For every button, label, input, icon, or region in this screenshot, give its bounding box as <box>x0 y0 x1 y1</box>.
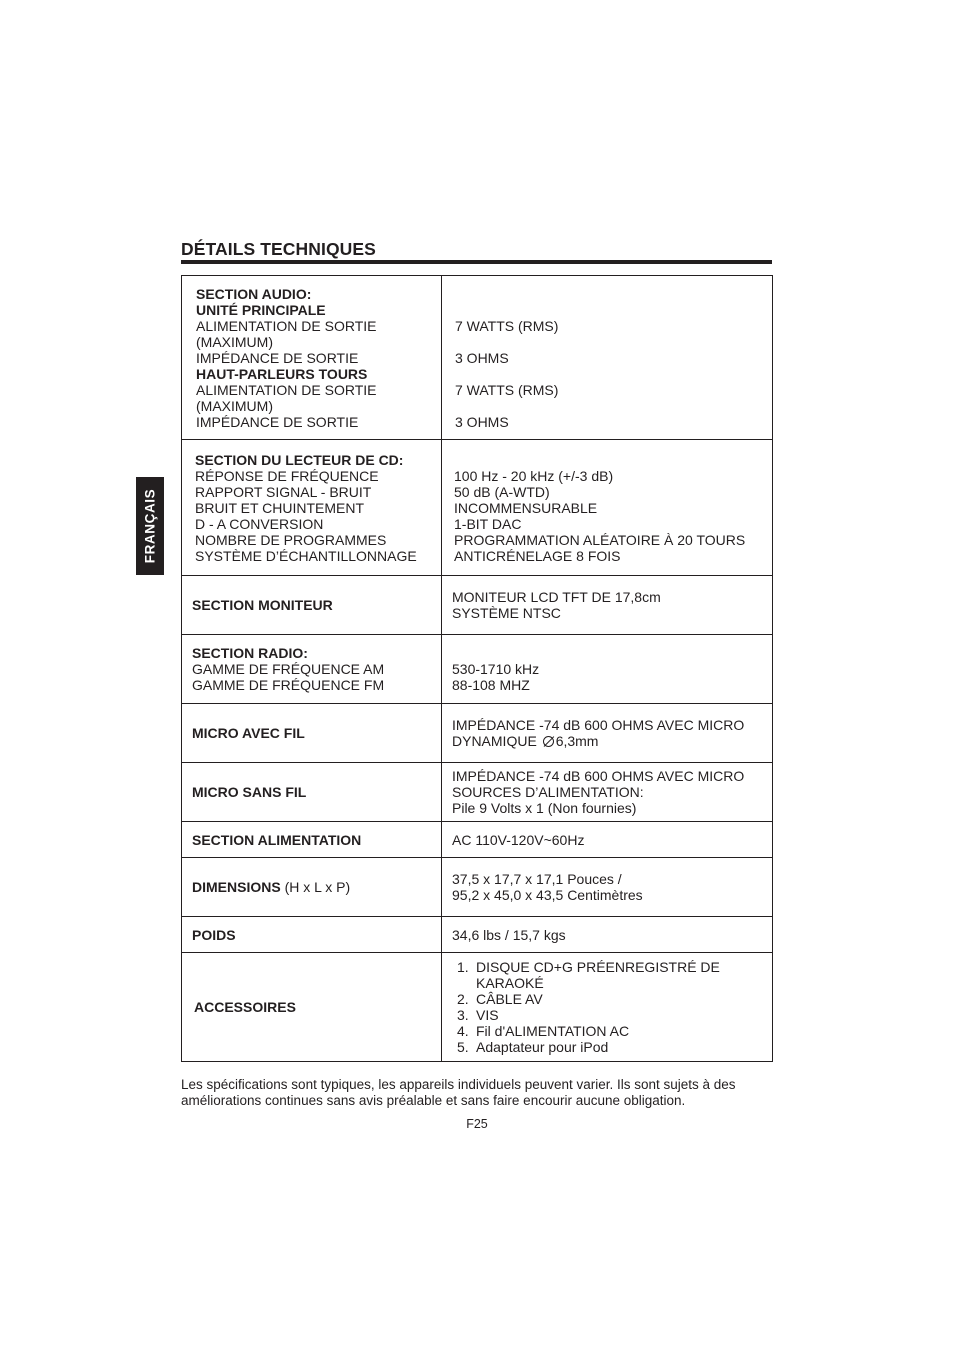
accessories-heading: ACCESSOIRES <box>182 953 442 1062</box>
audio-label: IMPÉDANCE DE SORTIE <box>196 413 359 430</box>
cd-label: NOMBRE DE PROGRAMMES <box>195 531 387 548</box>
wired-mic-diameter: 6,3mm <box>555 733 599 749</box>
dimensions-heading: DIMENSIONS <box>192 879 281 895</box>
audio-label: (MAXIMUM) <box>196 333 273 350</box>
weight-heading: POIDS <box>182 917 442 953</box>
audio-label: (MAXIMUM) <box>196 397 273 414</box>
row-dimensions <box>182 858 773 917</box>
wired-mic-heading: MICRO AVEC FIL <box>182 704 442 763</box>
list-item: 5. Adaptateur pour iPod <box>457 1039 609 1055</box>
audio-label: ALIMENTATION DE SORTIE <box>196 381 377 398</box>
wireless-mic-heading: MICRO SANS FIL <box>182 763 442 822</box>
audio-main-unit: UNITÉ PRINCIPALE <box>196 301 326 318</box>
accessories-list <box>455 959 772 1055</box>
audio-label: ALIMENTATION DE SORTIE <box>196 317 377 334</box>
wireless-mic-value: IMPÉDANCE -74 dB 600 OHMS AVEC MICRO <box>452 768 745 784</box>
dimensions-value: 37,5 x 17,7 x 17,1 Pouces / <box>452 871 622 887</box>
audio-tower-speakers: HAUT-PARLEURS TOURS <box>196 365 368 382</box>
page-title: DÉTAILS TECHNIQUES <box>181 239 376 259</box>
cd-label: RÉPONSE DE FRÉQUENCE <box>195 467 379 484</box>
page-number: F25 <box>466 1117 488 1131</box>
radio-labels <box>182 635 442 704</box>
audio-value: 7 WATTS (RMS) <box>455 317 559 334</box>
wireless-mic-value: Pile 9 Volts x 1 (Non fournies) <box>452 800 637 816</box>
audio-value: 3 OHMS <box>455 413 509 430</box>
wireless-mic-value: SOURCES D’ALIMENTATION: <box>452 784 644 800</box>
row-wireless-mic <box>182 763 773 822</box>
cd-value: PROGRAMMATION ALÉATOIRE À 20 TOURS <box>454 531 746 548</box>
cd-label: BRUIT ET CHUINTEMENT <box>195 499 365 516</box>
power-heading: SECTION ALIMENTATION <box>182 822 442 858</box>
list-item: 2. CÂBLE AV <box>457 991 543 1007</box>
cd-label: SYSTÈME D’ÉCHANTILLONNAGE <box>195 547 417 564</box>
cd-values <box>442 440 773 576</box>
radio-heading: SECTION RADIO: <box>192 645 308 661</box>
cd-label: D - A CONVERSION <box>195 515 324 532</box>
row-radio <box>182 635 773 704</box>
wired-mic-value: IMPÉDANCE -74 dB 600 OHMS AVEC MICRO <box>452 717 745 733</box>
cd-value: 1-BIT DAC <box>454 515 522 532</box>
title-underline <box>181 260 772 264</box>
cd-labels <box>182 440 442 576</box>
radio-value: 530-1710 kHz <box>452 661 540 677</box>
row-cd <box>182 440 773 576</box>
power-value: AC 110V-120V~60Hz <box>442 822 773 858</box>
list-item: 4. Fil d'ALIMENTATION AC <box>457 1023 630 1039</box>
cd-label: RAPPORT SIGNAL - BRUIT <box>195 483 372 500</box>
diameter-icon <box>543 736 554 747</box>
language-tab-label: FRANÇAIS <box>142 488 158 564</box>
monitor-value: SYSTÈME NTSC <box>452 605 561 621</box>
row-power <box>182 822 773 858</box>
list-item: 1. DISQUE CD+G PRÉENREGISTRÉ DE KARAOKÉ <box>457 959 720 991</box>
dimensions-label <box>182 858 442 917</box>
row-audio <box>182 276 773 440</box>
audio-value: 3 OHMS <box>455 349 509 366</box>
dimensions-suffix: (H x L x P) <box>280 879 351 895</box>
language-tab <box>136 477 164 575</box>
wireless-mic-values <box>442 763 773 822</box>
disclaimer-text: Les spécifications sont typiques, les appareils individuels peuvent varier. Ils sont sujets à des améliorations continues sans avis préalable et sans faire encourir aucune obligation. <box>181 1077 736 1108</box>
monitor-value: MONITEUR LCD TFT DE 17,8cm <box>452 589 661 605</box>
radio-values <box>442 635 773 704</box>
spec-table <box>181 275 773 1062</box>
cd-value: 50 dB (A-WTD) <box>454 483 550 500</box>
audio-labels <box>182 276 442 440</box>
radio-value: 88-108 MHZ <box>452 677 530 693</box>
dimensions-value: 95,2 x 45,0 x 43,5 Centimètres <box>452 887 643 903</box>
cd-value: INCOMMENSURABLE <box>454 499 598 516</box>
row-wired-mic <box>182 704 773 763</box>
radio-label: GAMME DE FRÉQUENCE AM <box>192 661 385 677</box>
audio-value: 7 WATTS (RMS) <box>455 381 559 398</box>
audio-label: IMPÉDANCE DE SORTIE <box>196 349 359 366</box>
radio-label: GAMME DE FRÉQUENCE FM <box>192 677 385 693</box>
cd-heading: SECTION DU LECTEUR DE CD: <box>195 451 404 468</box>
dimensions-values <box>442 858 773 917</box>
cd-value: 100 Hz - 20 kHz (+/-3 dB) <box>454 467 614 484</box>
row-monitor <box>182 576 773 635</box>
weight-value: 34,6 lbs / 15,7 kgs <box>442 917 773 953</box>
accessories-values <box>442 953 773 1062</box>
row-weight <box>182 917 773 953</box>
wired-mic-prefix: DYNAMIQUE <box>452 733 537 749</box>
audio-heading: SECTION AUDIO: <box>196 285 312 302</box>
audio-values <box>442 276 773 440</box>
wired-mic-values <box>442 704 773 763</box>
monitor-heading: SECTION MONITEUR <box>182 576 442 635</box>
wired-mic-value <box>452 733 772 749</box>
row-accessories <box>182 953 773 1062</box>
list-item: 3. VIS <box>457 1007 499 1023</box>
monitor-values <box>442 576 773 635</box>
cd-value: ANTICRÉNELAGE 8 FOIS <box>454 547 621 564</box>
